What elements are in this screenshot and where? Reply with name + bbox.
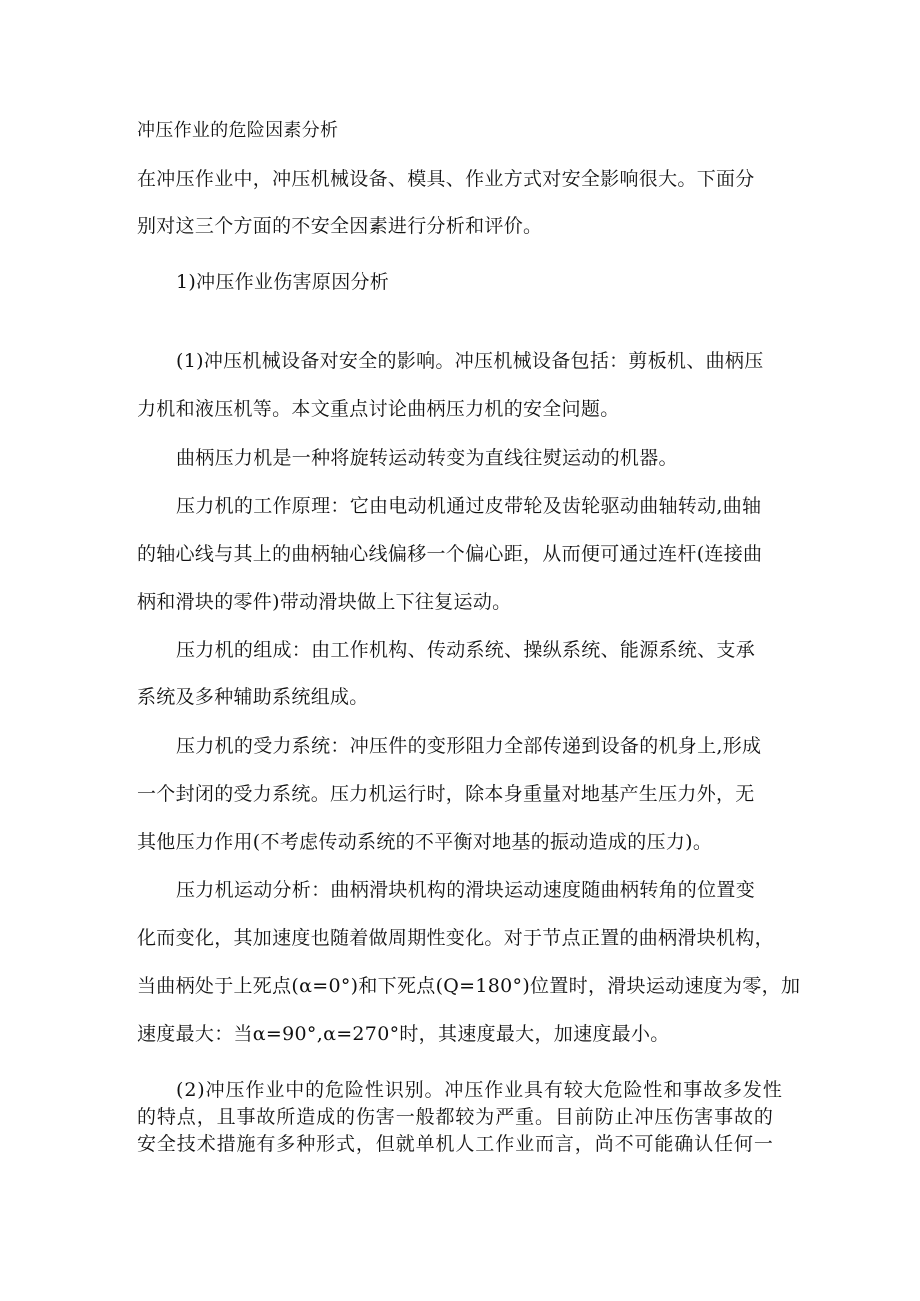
paragraph-6-line-2: 化而变化，其加速度也随着做周期性变化。对于节点正置的曲柄滑块机构，: [137, 927, 774, 949]
paragraph-7-line-1: (2)冲压作业中的危险性识别。冲压作业具有较大危险性和事故多发性: [176, 1079, 783, 1101]
document-title: 冲压作业的危险因素分析: [137, 120, 339, 141]
paragraph-4-line-2: 系统及多种辅助系统组成。: [137, 686, 369, 708]
paragraph-1-line-1: (1)冲压机械设备对安全的影响。冲压机械设备包括：剪板机、曲柄压: [176, 350, 764, 372]
intro-line-2: 别对这三个方面的不安全因素进行分析和评价。: [137, 215, 543, 237]
paragraph-1-line-2: 力机和液压机等。本文重点讨论曲柄压力机的安全问题。: [137, 398, 620, 420]
paragraph-5-line-2: 一个封闭的受力系统。压力机运行时，除本身重量对地基产生压力外，无: [137, 783, 755, 805]
intro-line-1: 在冲压作业中，冲压机械设备、模具、作业方式对安全影响很大。下面分: [137, 168, 755, 190]
paragraph-3-line-1: 压力机的工作原理：它由电动机通过皮带轮及齿轮驱动曲轴转动,曲轴: [176, 495, 762, 517]
paragraph-7-line-3: 安全技术措施有多种形式，但就单机人工作业而言，尚不可能确认任何一: [137, 1133, 774, 1155]
section-heading: 1)冲压作业伤害原因分析: [176, 271, 390, 293]
paragraph-6-line-1: 压力机运动分析：曲柄滑块机构的滑块运动速度随曲柄转角的位置变: [176, 879, 756, 901]
paragraph-5-line-1: 压力机的受力系统：冲压件的变形阻力全部传递到设备的机身上,形成: [176, 735, 762, 757]
paragraph-6-line-4: 速度最大：当α=90°,α=270°时，其速度最大，加速度最小。: [137, 1023, 670, 1045]
paragraph-7-line-2: 的特点，且事故所造成的伤害一般都较为严重。目前防止冲压伤害事故的: [137, 1106, 774, 1128]
paragraph-2-line-1: 曲柄压力机是一种将旋转运动转变为直线往熨运动的机器。: [176, 447, 678, 469]
paragraph-5-line-3: 其他压力作用(不考虑传动系统的不平衡对地基的振动造成的压力)。: [137, 831, 713, 853]
paragraph-3-line-2: 的轴心线与其上的曲柄轴心线偏移一个偏心距，从而便可通过连杆(连接曲: [137, 543, 763, 565]
paragraph-6-line-3: 当曲柄处于上死点(α=0°)和下死点(Q=180°)位置时，滑块运动速度为零，加: [137, 975, 801, 997]
paragraph-4-line-1: 压力机的组成：由工作机构、传动系统、操纵系统、能源系统、支承: [176, 639, 756, 661]
paragraph-3-line-3: 柄和滑块的零件)带动滑块做上下往复运动。: [137, 591, 512, 613]
